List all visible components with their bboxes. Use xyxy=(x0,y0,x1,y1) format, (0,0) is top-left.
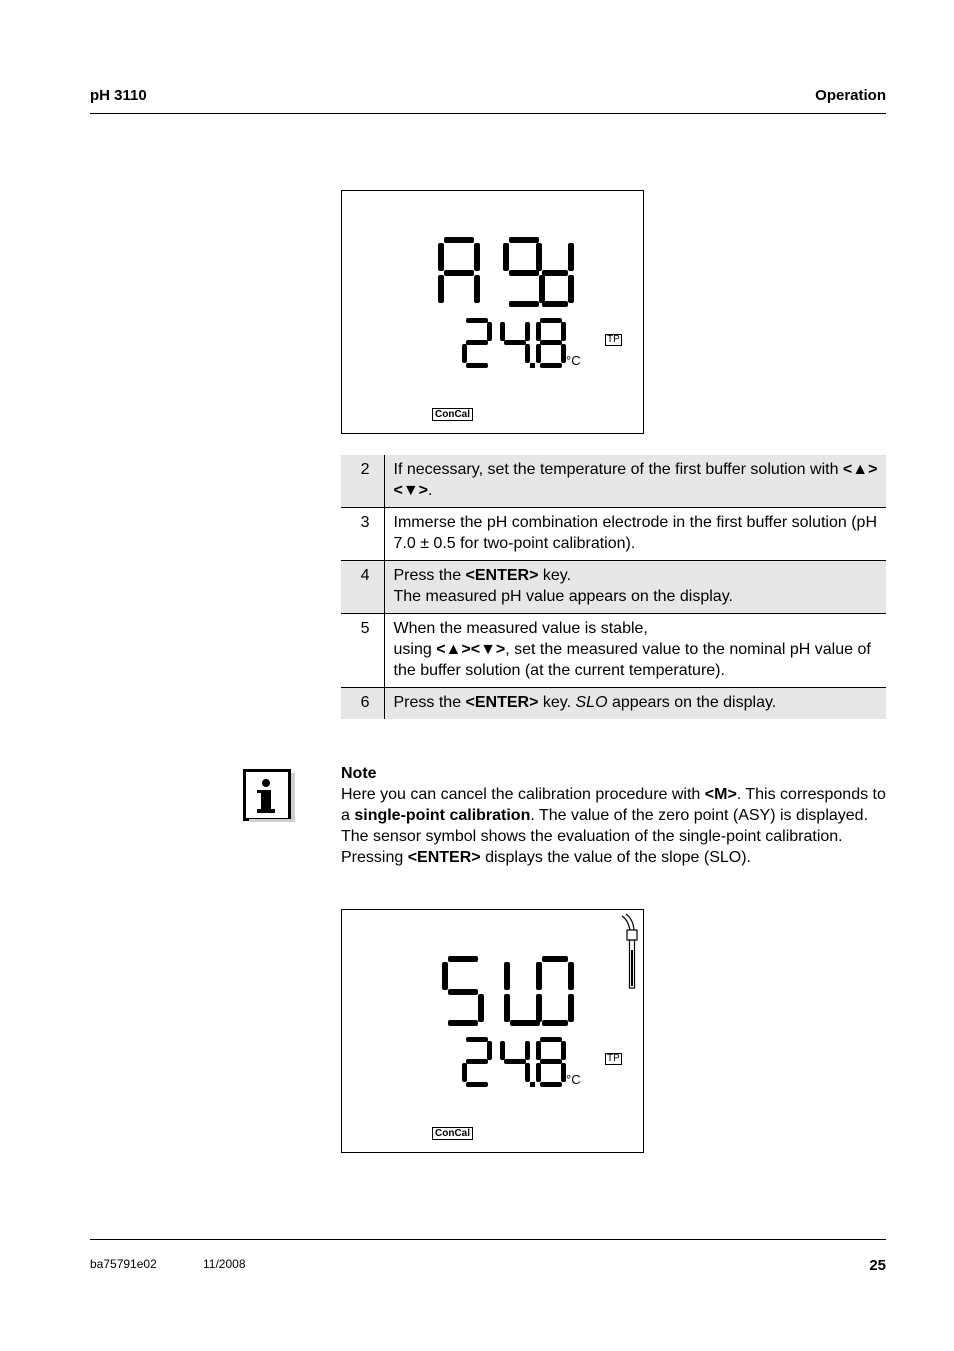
key-enter: <ENTER> xyxy=(465,567,539,584)
lcd-digit-8 xyxy=(536,318,566,368)
lcd-digit-2 xyxy=(462,318,492,368)
doc-title: pH 3110 xyxy=(90,87,147,104)
doc-date: 11/2008 xyxy=(203,1257,246,1271)
step-row xyxy=(341,614,886,688)
tp-indicator: TP xyxy=(607,334,620,345)
step-number: 2 xyxy=(341,455,384,508)
lcd-char-l xyxy=(504,962,540,1026)
lcd-decimal-point xyxy=(530,363,535,368)
sensor-electrode-icon xyxy=(622,914,637,988)
unit-celsius: °C xyxy=(566,1072,581,1087)
lcd-digit-2 xyxy=(462,1037,492,1087)
header-rule xyxy=(90,113,886,114)
step-text: Press the <ENTER> key. SLO appears on the display. xyxy=(384,688,886,720)
step-text: If necessary, set the temperature of the first buffer solution with <▲><▼>. xyxy=(384,455,886,508)
lcd-char-a xyxy=(438,237,480,303)
page-number: 25 xyxy=(869,1257,886,1274)
key-arrows: <▲><▼> xyxy=(436,641,506,658)
step-number: 6 xyxy=(341,688,384,720)
step-row xyxy=(341,561,886,614)
step-text: Immerse the pH combination electrode in the first buffer solution (pH 7.0 ± 0.5 for two-point calibration). xyxy=(384,508,886,561)
lcd-digit-4 xyxy=(500,322,530,363)
lcd-char-o xyxy=(536,956,574,1026)
key-enter: <ENTER> xyxy=(465,694,539,711)
calibration-steps-table xyxy=(341,455,886,719)
step-row xyxy=(341,455,886,508)
lcd-segments xyxy=(342,910,643,1152)
tp-indicator: TP xyxy=(607,1053,620,1064)
note-block xyxy=(341,763,886,868)
lcd-display-slo xyxy=(341,909,644,1153)
section-title: Operation xyxy=(815,87,886,104)
lcd-segments xyxy=(342,191,643,433)
step-number: 3 xyxy=(341,508,384,561)
concal-indicator: ConCal xyxy=(432,408,473,421)
info-icon xyxy=(243,769,296,822)
lcd-decimal-point xyxy=(530,1082,535,1087)
step-number: 4 xyxy=(341,561,384,614)
lcd-digit-8 xyxy=(536,1037,566,1087)
step-text: Press the <ENTER> key. The measured pH value appears on the display. xyxy=(384,561,886,614)
step-row xyxy=(341,688,886,720)
concal-indicator: ConCal xyxy=(432,1127,473,1140)
note-title: Note xyxy=(341,765,377,782)
step-row xyxy=(341,508,886,561)
step-number: 5 xyxy=(341,614,384,688)
doc-number: ba75791e02 xyxy=(90,1257,157,1271)
footer-rule xyxy=(90,1239,886,1240)
step-text: When the measured value is stable, using <▲><▼>, set the measured value to the nominal pH value of the buffer solution (at the current temperature). xyxy=(384,614,886,688)
unit-celsius: °C xyxy=(566,353,581,368)
lcd-digit-4 xyxy=(500,1041,530,1082)
lcd-char-s xyxy=(442,956,484,1026)
lcd-display-asy xyxy=(341,190,644,434)
note-text: Here you can cancel the calibration procedure with <M>. This corresponds to a single-point calibration. The value of the zero point (ASY) is displayed. The sensor symbol shows the evaluation of the single-point calibration. Pressing <ENTER> displays the value of the slope (SLO). xyxy=(341,786,886,866)
